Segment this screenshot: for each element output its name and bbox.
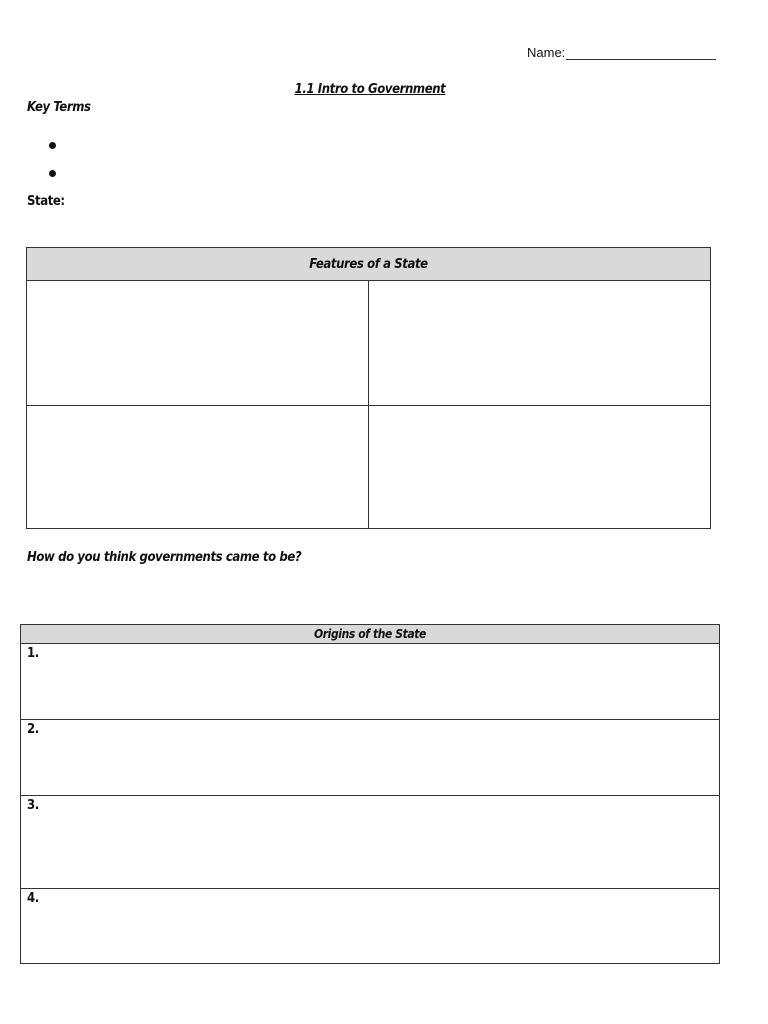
state-label: State: [27, 194, 65, 209]
feature-cell-2[interactable] [369, 281, 710, 406]
origins-row-1[interactable] [21, 644, 719, 720]
row-number: 4. [27, 891, 39, 906]
row-number: 2. [27, 722, 39, 737]
feature-cell-4[interactable] [369, 406, 710, 528]
features-of-a-state-table [26, 247, 711, 529]
feature-cell-1[interactable] [27, 281, 369, 406]
origins-table-header: Origins of the State [21, 625, 719, 644]
page-title: 1.1 Intro to Government [294, 82, 446, 97]
row-number: 3. [27, 798, 39, 813]
key-term-bullet-2 [49, 170, 56, 177]
row-number: 1. [27, 646, 39, 661]
origins-row-3[interactable] [21, 796, 719, 889]
name-label: Name: [527, 45, 566, 60]
name-blank-line[interactable] [566, 47, 716, 60]
key-term-bullet-1 [49, 142, 56, 149]
name-field[interactable] [527, 45, 716, 60]
features-table-header: Features of a State [27, 248, 710, 281]
question-prompt: How do you think governments came to be? [27, 550, 302, 565]
key-terms-heading: Key Terms [27, 100, 91, 115]
feature-cell-3[interactable] [27, 406, 369, 528]
origins-row-4[interactable] [21, 889, 719, 963]
origins-of-the-state-table [20, 624, 720, 964]
origins-row-2[interactable] [21, 720, 719, 796]
